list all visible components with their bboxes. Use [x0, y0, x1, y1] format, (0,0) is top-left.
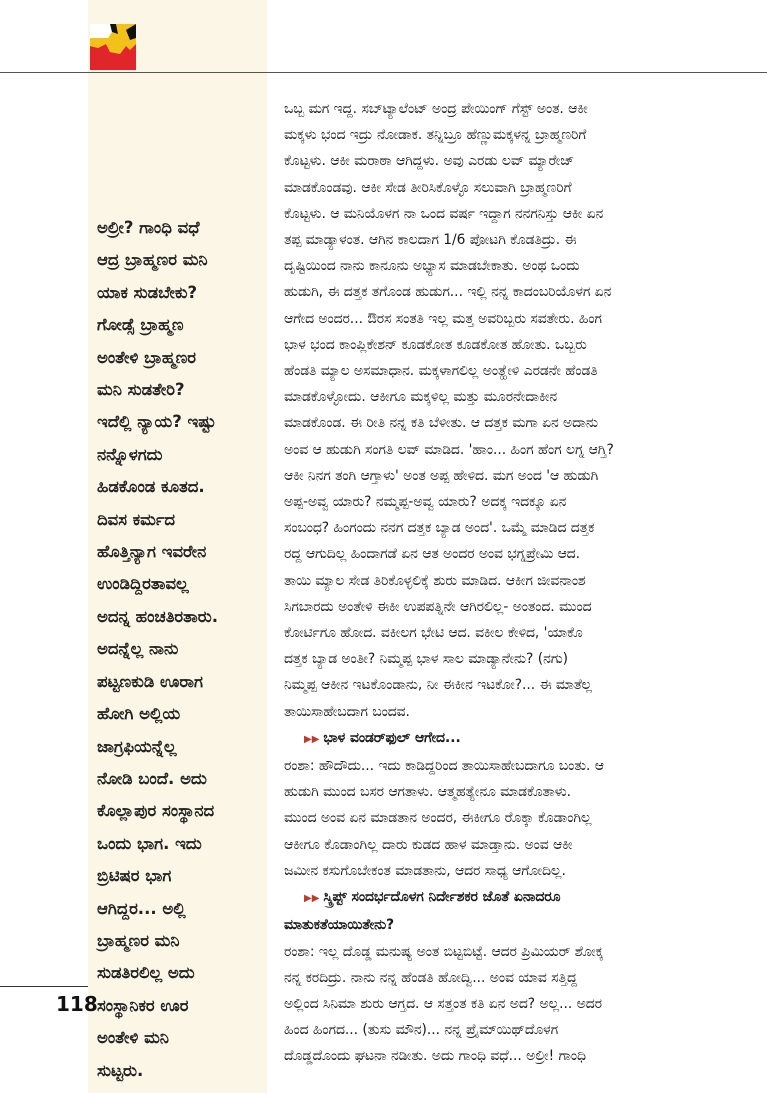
- pull-quote-line: ನನ್ನೊಳಗದು: [97, 444, 163, 464]
- page-number: 118: [56, 992, 98, 1016]
- body-line: ಮಾಡಕೊಂಡವು. ಆಕೀ ಸೇಡ ತೀರಿಸಿಕೊಳ್ಳೊ ಸಲುವಾಗಿ ಬ್ರಾಹ್ಮಣರಿಗೆ: [284, 179, 572, 196]
- pull-quote-line: ಅಂತೇಳಿ ಬ್ರಾಹ್ಮಣರ: [97, 347, 197, 367]
- interview-question: [284, 884, 726, 912]
- pull-quote-line: ಸಂಸ್ಥಾನಿಕರ ಊರ: [97, 995, 189, 1015]
- pull-quote-line: ಅಂತೇಳಿ ಮನಿ: [97, 1028, 169, 1048]
- body-line: ಭಾಳ ಭಂದ ಕಾಂಪ್ಲಿಕೇಶನ್ ಕೂಡಕೋತ ಕೂಡಕೋತ ಹೋತು. ಒಬ್ಬರು: [284, 336, 587, 353]
- body-line: ದೃಷ್ಟಿಯಿಂದ ನಾನು ಕಾನೂನು ಅಭ್ಯಾಸ ಮಾಡಬೇಕಾತು. ಅಂಥ ಒಂದು: [284, 258, 580, 275]
- body-line: ಕೊಟ್ಟಳು. ಆ ಮನಿಯೊಳಗ ನಾ ಒಂದ ವರ್ಷ ಇದ್ದಾಗ ನನಗನಿಸ್ತು ಆಕೀ ಏನ: [284, 205, 604, 222]
- body-line: ರಂಶಾ: ಇಲ್ಲ ದೊಡ್ಡ ಮನುಷ್ಯ ಅಂತ ಬಿಟ್ಟಬಿಟ್ಟೆ. ಆದರ ಪ್ರಿಮಿಯರ್ ಶೋಕ್ಕ: [284, 943, 604, 960]
- body-line: ರಂಶಾ: ಹೌದೌದು... ಇದು ಕಾಡಿದ್ದರಿಂದ ತಾಯಿಸಾಹೇಬದಾಗೂ ಬಂತು. ಆ: [284, 758, 604, 775]
- pull-quote-line: ಜಾಗ್ರಫಿಯನ್ನೆಲ್ಲ: [97, 736, 177, 756]
- article-body: [284, 96, 726, 1070]
- body-line: ನಿಮ್ಮಪ್ಪ ಆಕೀನ ಇಟಕೊಂಡಾನು, ನೀ ಈಕೀನ ಇಟಕೋ?... ಈ ಮಾತೆಲ್ಲ: [284, 677, 592, 694]
- body-line: ಹುಡುಗಿ, ಈ ದತ್ತಕ ತಗೊಂಡ ಹುಡುಗ... ಇಲ್ಲಿ ನನ್ನ ಕಾದಂಬರಿಯೊಳಗ ಏನ: [284, 284, 612, 301]
- pull-quote-line: ಗೋಡ್ಸೆ ಬ್ರಾಹ್ಮಣ: [97, 315, 184, 335]
- pull-quote-line: ಹೋಗಿ ಅಲ್ಲಿಯ: [97, 704, 181, 724]
- question-text: ಸ್ಕ್ರಿಪ್ಟ್ ಸಂದರ್ಭದೊಳಗ ನಿರ್ದೇಶಕರ ಜೊತೆ ಏನಾದರೂ: [323, 889, 561, 906]
- body-line: ತಾಯಿಸಾಹೇಬದಾಗ ಬಂದವ.: [284, 703, 410, 720]
- body-line: ಅಲ್ಲಿಂದ ಸಿನಿಮಾ ಶುರು ಆಗ್ತದ. ಆ ಸತ್ತಂತ ಕತಿ ಏನ ಅದ? ಅಲ್ಲ... ಅದರ: [284, 995, 602, 1012]
- pull-quote-line: ಅದನ್ನ ಹಂಚತಿರತಾರು.: [97, 606, 218, 626]
- interview-question: ಮಾತುಕತೆಯಾಯಿತೇನು?: [284, 917, 395, 934]
- body-line: ಜಮೀನ ಕಸುಗೊಬೇಕಂತ ಮಾಡತಾನು, ಆದರ ಸಾಧ್ಯ ಆಗೋದಿಲ್ಲ.: [284, 862, 566, 879]
- pull-quote-line: ನೋಡಿ ಬಂದೆ. ಅದು: [97, 768, 207, 788]
- body-line: ಆಕೀ ನಿನಗ ತಂಗಿ ಆಗ್ತಾಳು' ಅಂತ ಅಪ್ಪ ಹೇಳಿದ. ಮಗ ಅಂದ 'ಆ ಹುಡುಗಿ: [284, 467, 599, 484]
- pull-quote-line: ಬ್ರಾಹ್ಮಣರ ಮನಿ: [97, 930, 180, 950]
- pull-quote-line: ಬ್ರಿಟಿಷರ ಭಾಗ: [97, 866, 172, 886]
- pull-quote-line: ಸುಡತಿರಲಿಲ್ಲ ಅದು: [97, 963, 195, 983]
- interview-question: [284, 725, 726, 753]
- pull-quote-line: ಒಂದು ಭಾಗ. ಇದು: [97, 833, 202, 853]
- double-arrow-icon: ▶▶: [304, 733, 320, 745]
- pull-quote-line: ಪಟ್ಟಣಕುಡಿ ಊರಾಗ: [97, 671, 203, 691]
- body-line: ಮುಂದ ಅಂವ ಏನ ಮಾಡತಾನ ಅಂದರ, ಈಕೀಗೂ ರೊಕ್ಕಾ ಕೊಡಾಂಗಿಲ್ಲ: [284, 810, 592, 827]
- pull-quote-line: ಸುಟ್ಟರು.: [97, 1060, 144, 1080]
- pull-quote-line: ಮನಿ ಸುಡತೇರಿ?: [97, 380, 185, 400]
- body-line: ಆಗೇದ ಅಂದರ... ಔರಸ ಸಂತತಿ ಇಲ್ಲ ಮತ್ತ ಅವರಿಬ್ಬರು ಸವತೇರು. ಹಿಂಗ: [284, 310, 602, 327]
- pull-quote-line: ಆಗಿದ್ದರ... ಅಲ್ಲಿ: [97, 898, 186, 918]
- body-line: ಮಾಡಕೊಳ್ಳೋದು. ಆಕೀಗೂ ಮಕ್ಕಳಿಲ್ಲ ಮತ್ತು ಮೂರನೇದಾಕೀನ: [284, 389, 558, 406]
- body-line: ಮಾಡಕೊಂಡ. ಈ ರೀತಿ ನನ್ನ ಕತಿ ಬೆಳೀತು. ಆ ದತ್ತಕ ಮಗಾ ಏನ ಅದಾನು: [284, 415, 598, 432]
- pull-quote-line: ಕೊಲ್ಲಾಪುರ ಸಂಸ್ಥಾನದ: [97, 801, 215, 821]
- body-line: ಅಪ್ಪ-ಅವ್ವ ಯಾರು? ನಮ್ಮಪ್ಪ-ಅವ್ವ ಯಾರು? ಅದಕ್ಕ ಇದಕ್ಕೂ ಏನ: [284, 494, 567, 511]
- header-rule: [0, 72, 767, 73]
- body-line: ಸಂಬಂಧ? ಹಿಂಗಂದು ನನಗ ದತ್ತಕ ಬ್ಯಾಡ ಅಂದ'. ಒಮ್ಮೆ ಮಾಡಿದ ದತ್ತಕ: [284, 520, 595, 537]
- pull-quote-line: ಯಾಕ ಸುಡಬೇಕು?: [97, 282, 198, 302]
- pull-quote-line: ಅಲ್ರೀ? ಗಾಂಧಿ ವಧೆ: [97, 218, 200, 237]
- body-line: ರದ್ದ ಆಗುದಿಲ್ಲ ಹಿಂದಾಗಡೆ ಏನ ಆತ ಅಂದರ ಅಂವ ಭಗ್ನಪ್ರೇಮಿ ಆದ.: [284, 546, 580, 563]
- page-number-rule: [0, 986, 88, 987]
- pull-quote-line: ಇದೆಲ್ಲಿ ನ್ಯಾಯ? ಇಷ್ಟು: [97, 412, 216, 432]
- body-line: ನನ್ನ ಕರದಿದ್ರು. ನಾನು ನನ್ನ ಹೆಂಡತಿ ಹೋದ್ವಿ... ಅಂವ ಯಾವ ಸತ್ತಿದ್ದ: [284, 969, 578, 986]
- pull-quote-line: ಹಿಡಕೊಂಡ ಕೂತದ.: [97, 477, 205, 497]
- pull-quote-line: ಉಂಡಿದ್ದಿರತಾವಲ್ಲ: [97, 574, 189, 594]
- body-line: ಸಿಗಬಾರದು ಅಂತೇಳಿ ಈಕೀ ಉಪಪತ್ನಿನೇ ಆಗಿರಲಿಲ್ಲ- ಅಂತಂದ. ಮುಂದ: [284, 598, 592, 615]
- body-line: ತಪ್ಪ ಮಾಡ್ಯಾಳಂತ. ಆಗಿನ ಕಾಲದಾಗ 1/6 ಪೋಟಗಿ ಕೊಡತಿದ್ರು. ಈ: [284, 232, 577, 249]
- pull-quote-line: ದಿವಸ ಕರ್ಮದ: [97, 509, 176, 529]
- magazine-logo: [90, 24, 136, 70]
- body-line: ಕೋರ್ಟಿಗೂ ಹೋದ. ವಕೀಲಗ ಭೇಟಿ ಆದ. ವಕೀಲ ಕೇಳಿದ, 'ಯಾಕೊ: [284, 625, 583, 642]
- body-line: ಹಿಂದ ಹಿಂಗದ... (ತುಸು ಮೌನ)... ನನ್ನ ಪ್ರೈಮ್‌ಯಿಥ್‌ದೊಳಗ: [284, 1022, 559, 1039]
- pull-quote-line: ಅದನ್ನೆಲ್ಲ ನಾನು: [97, 639, 179, 659]
- body-line: ದೊಡ್ಡದೊಂದು ಘಟನಾ ನಡೀತು. ಅದು ಗಾಂಧಿ ವಧೆ... ಅಲ್ರೀ! ಗಾಂಧಿ: [284, 1048, 586, 1065]
- body-line: ಹುಡುಗಿ ಮುಂದ ಬಸರ ಆಗತಾಳು. ಆತ್ಮಹತ್ಯೇನೂ ಮಾಡಕೊತಾಳು.: [284, 784, 571, 801]
- body-line: ಮಕ್ಕಳು ಭಂದ ಇದ್ರು ನೋಡಾಕ. ತನ್ನಿಬ್ರೂ ಹೆಣ್ಣುಮಕ್ಕಳನ್ನ ಬ್ರಾಹ್ಮಣರಿಗೆ: [284, 127, 587, 144]
- body-line: ಒಬ್ಬ ಮಗ ಇದ್ದ. ಸಬ್‌ಟ್ಯಾಲೆಂಟ್ ಅಂದ್ರ ಪೇಯಿಂಗ್ ಗೆಸ್ಟ್ ಅಂತ. ಆಕೀ: [284, 101, 588, 117]
- body-line: ಹೆಂಡತಿ ಮ್ಯಾಲ ಅಸಮಾಧಾನ. ಮಕ್ಕಳಾಗಲಿಲ್ಲ ಅಂತ್ಹೇಳಿ ಎರಡನೇ ಹೆಂಡತಿ: [284, 363, 598, 380]
- pull-quote: [97, 212, 263, 1087]
- body-line: ಕೊಟ್ಟಳು. ಆಕೀ ಮರಾಠಾ ಆಗಿದ್ದಳು. ಅವು ಎರಡು ಲವ್ ಮ್ಯಾರೇಜ್: [284, 153, 575, 170]
- body-line: ದತ್ತಕ ಬ್ಯಾಡ ಅಂತೀ? ನಿಮ್ಮಪ್ಪ ಭಾಳ ಸಾಲ ಮಾಡ್ಯಾನೇನು? (ನಗು): [284, 651, 569, 668]
- double-arrow-icon: ▶▶: [304, 893, 320, 905]
- question-text: ಭಾಳ ವಂಡರ್‌ಫುಲ್ ಆಗೇದ...: [323, 729, 461, 746]
- body-line: ಅಂವ ಆ ಹುಡುಗಿ ಸಂಗತಿ ಲವ್ ಮಾಡಿದ. 'ಹಾಂ... ಹಿಂಗ ಹೆಂಗ ಲಗ್ನ ಆಗ್ತಿ?: [284, 441, 614, 458]
- body-line: ತಾಯಿ ಮ್ಯಾಲ ಸೇಡ ತಿರಿಕೊಳ್ಳಲಿಕ್ಕೆ ಶುರು ಮಾಡಿದ. ಆಕೀಗ ಜೀವನಾಂಶ: [284, 572, 586, 589]
- body-line: ಆಕೀಗೂ ಕೊಡಾಂಗಿಲ್ಲ ದಾರು ಕುಡದ ಹಾಳ ಮಾಡ್ತಾನು. ಅಂವ ಆಕೀ: [284, 836, 573, 853]
- pull-quote-line: ಹೊತ್ತಿನ್ಯಾಗ ಇವರೇನ: [97, 542, 207, 562]
- pull-quote-line: ಆದ್ರ ಬ್ರಾಹ್ಮಣರ ಮನಿ: [97, 250, 208, 270]
